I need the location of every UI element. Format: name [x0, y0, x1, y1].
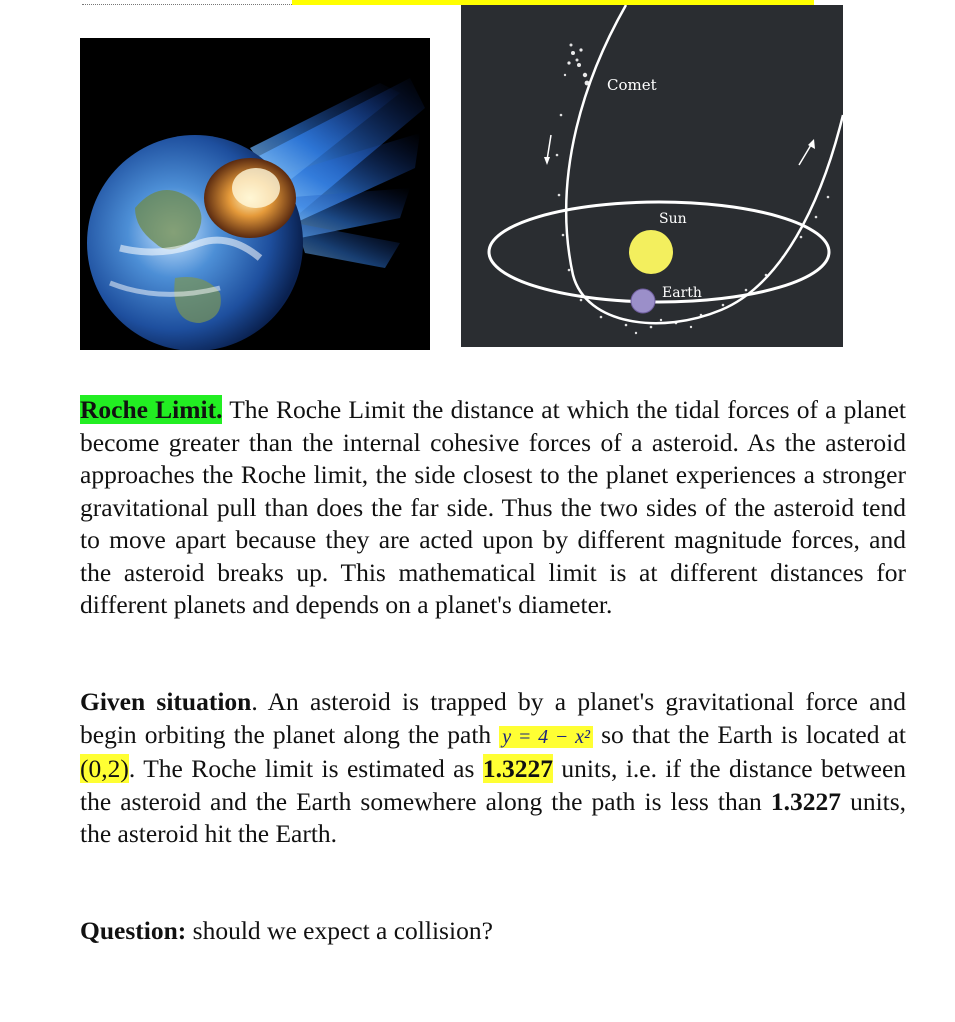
- comet-label: Comet: [607, 76, 657, 94]
- question-paragraph: [80, 915, 906, 948]
- roche-limit-paragraph: [80, 394, 906, 622]
- roche-limit-term: Roche Limit.: [80, 395, 223, 424]
- situation-text-2: so that the Earth is located at: [601, 719, 906, 749]
- cut-text-line: [82, 0, 292, 5]
- earth-impact-image: [80, 38, 430, 350]
- roche-limit-value-repeat: 1.3227: [770, 786, 841, 816]
- orbit-diagram-svg: [461, 5, 843, 347]
- sun-label: Sun: [659, 211, 687, 227]
- question-text: should we expect a collision?: [192, 916, 493, 945]
- roche-limit-value: 1.3227: [482, 754, 553, 783]
- earth-asteroid-impact-icon: [80, 38, 430, 350]
- path-equation: y = 4 − x²: [499, 726, 593, 748]
- roche-limit-body: The Roche Limit the distance at which the tidal forces of a planet become greater than the internal cohesive forces of a asteroid. As the asteroid approaches the Roche limit, the side closest to the planet experiences a stronger gravitational pull than does the far side. Thus the two sides of the asteroid tend to move apart because they are acted upon by different magnitude forces, and the asteroid breaks up. This mathematical limit is at different distances for different planets and depends on a planet's diameter.: [80, 395, 906, 619]
- earth-icon: [631, 289, 655, 313]
- situation-text-1: . An asteroid is trapped by a planet's gravitational force and begin orbiting the planet along the path: [80, 687, 906, 749]
- given-situation-paragraph: [80, 686, 906, 851]
- earth-label: Earth: [662, 285, 702, 301]
- question-label: Question:: [80, 916, 187, 945]
- situation-text-5: units, the asteroid hit the Earth.: [80, 786, 907, 848]
- situation-text-3: . The Roche limit is estimated as: [128, 754, 475, 783]
- given-situation-label: Given situation: [80, 687, 252, 716]
- earth-location-point: (0,2): [80, 754, 129, 783]
- comet-orbit-diagram: [461, 5, 843, 347]
- sun-icon: [629, 230, 673, 274]
- situation-text-4: units, i.e. if the distance between the asteroid and the Earth somewhere along the path is less than: [80, 754, 907, 816]
